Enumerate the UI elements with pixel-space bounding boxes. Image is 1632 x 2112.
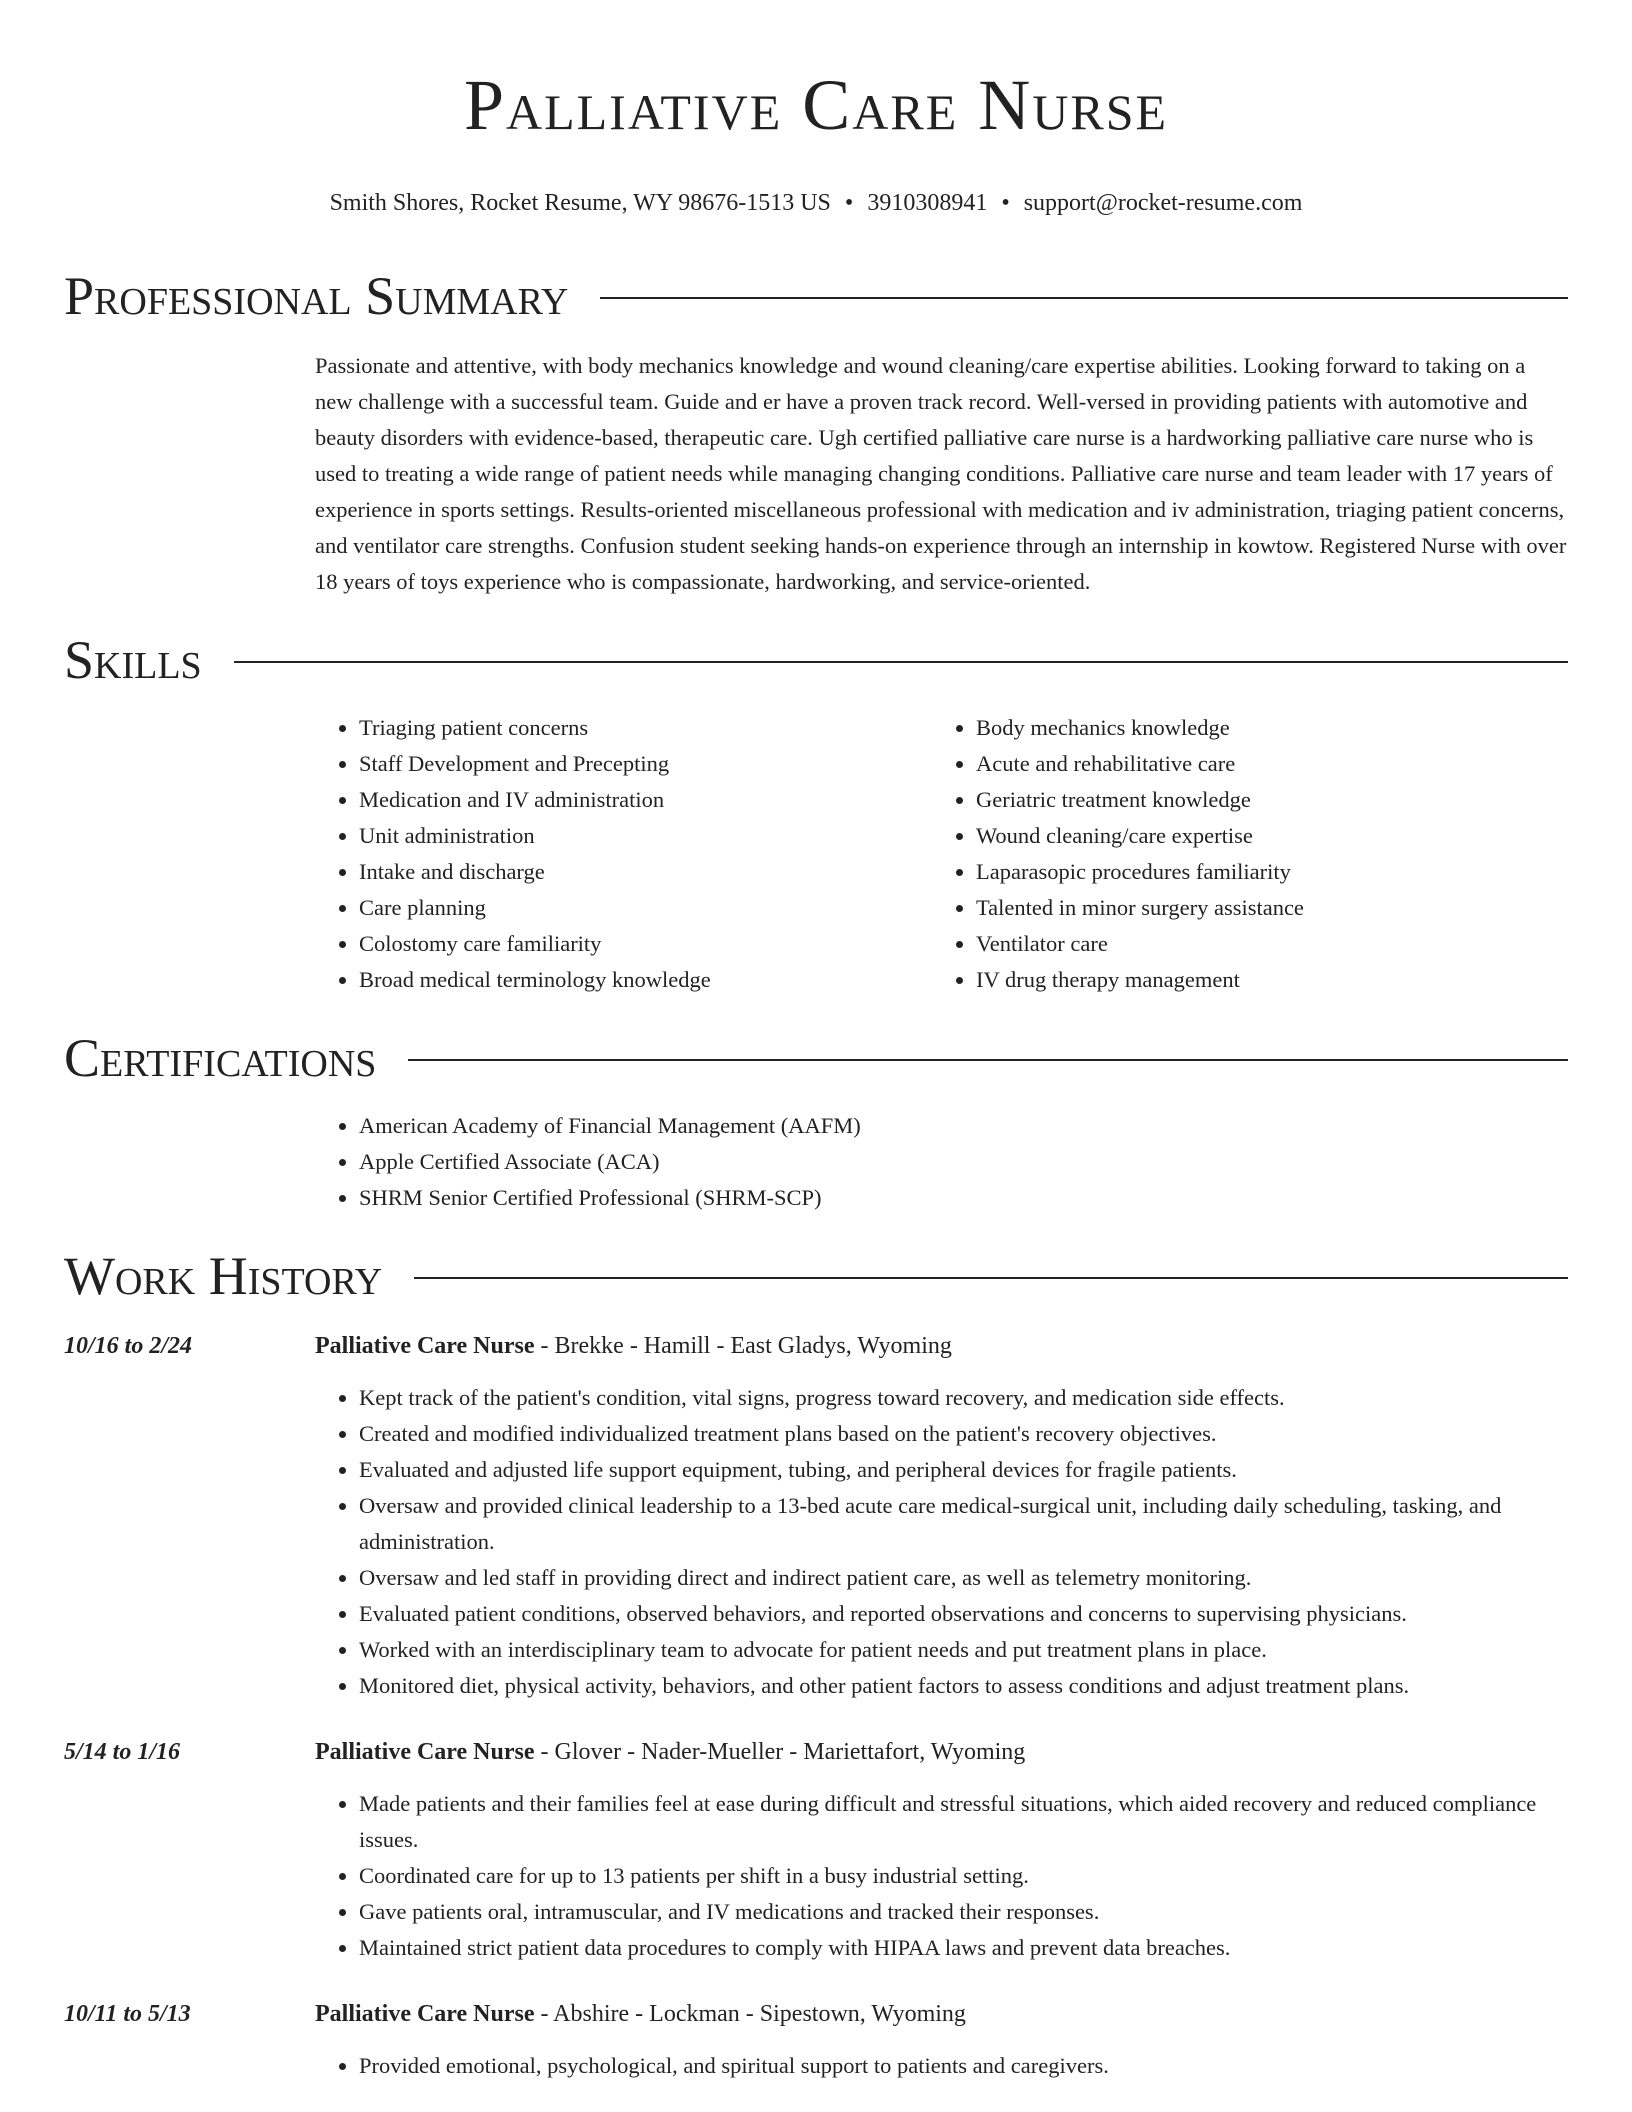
job-bullet: • Oversaw and provided clinical leadership to a 13-bed acute care medical-surgical unit, including daily scheduling, tasking, and administration. [359,1488,1568,1560]
section-divider [600,297,1568,299]
job-bullet: • Monitored diet, physical activity, behaviors, and other patient factors to assess conditions and adjust treatment plans. [359,1668,1568,1704]
job-bullet: • Evaluated patient conditions, observed behaviors, and reported observations and concerns to supervising physicians. [359,1596,1568,1632]
certification-item: • American Academy of Financial Management (AAFM) [359,1108,1568,1144]
job-title: Palliative Care Nurse [315,2001,535,2027]
skill-item: • Wound cleaning/care expertise [976,818,1549,854]
contact-line [64,188,1568,218]
job-bullets [315,1380,1568,1704]
job-bullet: • Maintained strict patient data procedures to comply with HIPAA laws and prevent data breaches. [359,1930,1568,1966]
contact-separator: • [1001,190,1010,216]
skill-item: • Laparasopic procedures familiarity [976,854,1549,890]
job-bullet: • Oversaw and led staff in providing direct and indirect patient care, as well as telemetry monitoring. [359,1560,1568,1596]
work-history-section-header [64,1246,1568,1306]
job-title: Palliative Care Nurse [315,1333,535,1359]
certifications-section-header [64,1028,1568,1088]
candidate-name: Palliative Care Nurse [463,65,1169,145]
job-dates: 5/14 to 1/16 [64,1739,181,1765]
skills-column-left [315,710,932,998]
job-dates: 10/16 to 2/24 [64,1333,193,1359]
contact-email: support@rocket-resume.com [1023,190,1303,216]
skills-column-right [932,710,1549,998]
job-bullet: • Provided emotional, psychological, and spiritual support to patients and caregivers. [359,2048,1568,2084]
skill-item: • IV drug therapy management [976,962,1549,998]
skill-item: • Talented in minor surgery assistance [976,890,1549,926]
job-bullet: • Kept track of the patient's condition, vital signs, progress toward recovery, and medication side effects. [359,1380,1568,1416]
certification-item: • SHRM Senior Certified Professional (SHRM-SCP) [359,1180,1568,1216]
job-details [315,1734,1568,1966]
skill-item: • Staff Development and Precepting [359,746,932,782]
summary-section-header [64,266,1568,326]
job-bullets [315,2048,1568,2084]
section-divider [234,661,1568,663]
job-bullet: • Worked with an interdisciplinary team to advocate for patient needs and put treatment plans in place. [359,1632,1568,1668]
skill-item: • Broad medical terminology knowledge [359,962,932,998]
skills-section-header [64,630,1568,690]
certification-item: • Apple Certified Associate (ACA) [359,1144,1568,1180]
job-details [315,1996,1568,2084]
job-title-line [315,1734,1568,1770]
skill-item: • Ventilator care [976,926,1549,962]
skills-heading: Skills [64,630,202,690]
skill-item: • Unit administration [359,818,932,854]
job-bullet: • Evaluated and adjusted life support equipment, tubing, and peripheral devices for fragile patients. [359,1452,1568,1488]
job-employer: - Brekke - Hamill - East Gladys, Wyoming [534,1333,952,1359]
summary-heading: Professional Summary [64,266,569,326]
job-bullet: • Gave patients oral, intramuscular, and IV medications and tracked their responses. [359,1894,1568,1930]
skill-item: • Triaging patient concerns [359,710,932,746]
section-divider [414,1277,1568,1279]
skills-list [315,710,1568,998]
job-entry [64,1734,1568,1966]
skill-item: • Intake and discharge [359,854,932,890]
job-dates: 10/11 to 5/13 [64,2001,191,2027]
job-employer: - Abshire - Lockman - Sipestown, Wyoming [534,2001,966,2027]
certifications-heading: Certifications [64,1028,377,1088]
certifications-list [315,1108,1568,1216]
skill-item: • Medication and IV administration [359,782,932,818]
job-bullet: • Made patients and their families feel at ease during difficult and stressful situations, which aided recovery and reduced compliance issues. [359,1786,1568,1858]
job-title-line [315,1328,1568,1364]
contact-phone: 3910308941 [867,190,988,216]
job-bullet: • Created and modified individualized treatment plans based on the patient's recovery objectives. [359,1416,1568,1452]
skill-item: • Colostomy care familiarity [359,926,932,962]
work-history-heading: Work History [64,1246,383,1306]
job-title: Palliative Care Nurse [315,1739,535,1765]
job-details [315,1328,1568,1704]
skill-item: • Care planning [359,890,932,926]
contact-address: Smith Shores, Rocket Resume, WY 98676-1513 US [329,190,831,216]
skill-item: • Geriatric treatment knowledge [976,782,1549,818]
skill-item: • Body mechanics knowledge [976,710,1549,746]
job-employer: - Glover - Nader-Mueller - Mariettafort, Wyoming [534,1739,1026,1765]
skill-item: • Acute and rehabilitative care [976,746,1549,782]
contact-separator: • [844,190,854,216]
section-divider [408,1059,1568,1061]
job-entry [64,1996,1568,2084]
job-bullets [315,1786,1568,1966]
job-entry [64,1328,1568,1704]
job-title-line [315,1996,1568,2032]
job-bullet: • Coordinated care for up to 13 patients per shift in a busy industrial setting. [359,1858,1568,1894]
summary-text: Passionate and attentive, with body mechanics knowledge and wound cleaning/care expertise abilities. Looking forward to taking on a new challenge with a successful team. Guide and er have a proven track record. Well-versed in providing patients with automotive and beauty disorders with evidence-based, therapeutic care. Ugh certified palliative care nurse is a hardworking palliative care nurse who is used to treating a wide range of patient needs while managing changing conditions. Palliative care nurse and team leader with 17 years of experience in sports settings. Results-oriented miscellaneous professional with medication and iv administration, triaging patient concerns, and ventilator care strengths. Confusion student seeking hands-on experience through an internship in kowtow. Registered Nurse with over 18 years of toys experience who is compassionate, hardworking, and service-oriented. [315,353,1567,594]
